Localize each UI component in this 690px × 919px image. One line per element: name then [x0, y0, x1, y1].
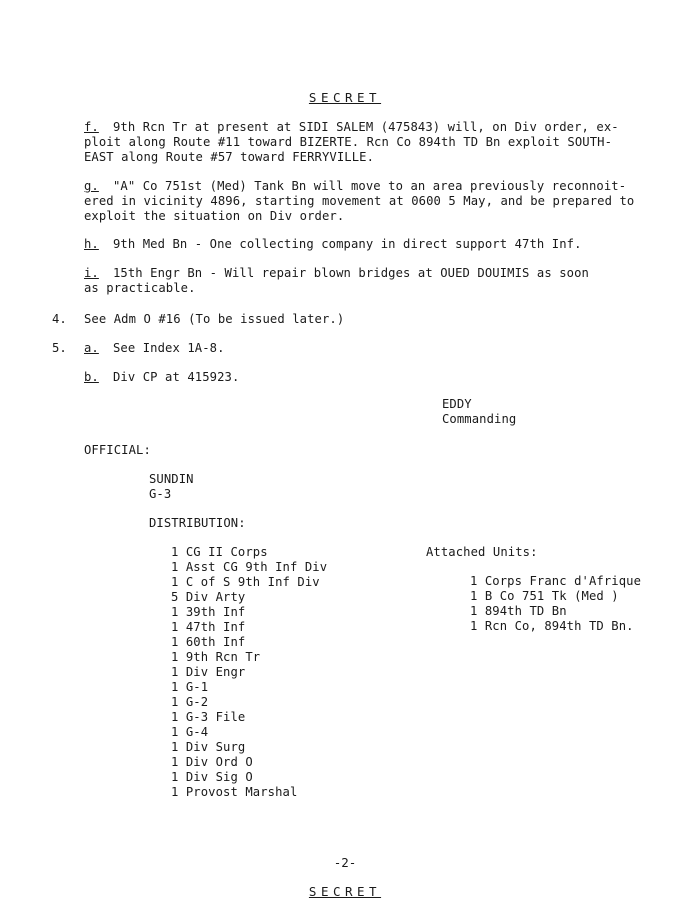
signature-name: EDDY [442, 397, 472, 411]
subitem-label: b. [84, 370, 99, 384]
list-item: 1 894th TD Bn [470, 604, 567, 618]
list-item: 1 CG II Corps [171, 545, 268, 559]
paragraph-line: 9th Med Bn - One collecting company in direct support 47th Inf. [113, 237, 582, 251]
official-label: OFFICIAL: [84, 443, 151, 457]
distribution-heading: DISTRIBUTION: [149, 516, 246, 530]
list-item: 5 Div Arty [171, 590, 246, 604]
paragraph-label: i. [84, 266, 99, 280]
attached-heading: Attached Units: [426, 545, 538, 559]
distribution-list [171, 545, 327, 800]
list-item: 1 Div Engr [171, 665, 246, 679]
list-item: 1 39th Inf [171, 605, 246, 619]
paragraph-line: as practicable. [84, 281, 196, 295]
paragraph-line: ploit along Route #11 toward BIZERTE. Rcn Co 894th TD Bn exploit SOUTH- [84, 135, 613, 149]
paragraph-line: "A" Co 751st (Med) Tank Bn will move to an area previously reconnoit- [113, 179, 627, 193]
list-item: 1 Provost Marshal [171, 785, 298, 799]
list-item: 1 Div Ord O [171, 755, 253, 769]
item-number: 5. [52, 341, 67, 355]
official-name: SUNDIN [149, 472, 194, 486]
paragraph-line: exploit the situation on Div order. [84, 209, 345, 223]
paragraph-line: ered in vicinity 4896, starting movement at 0600 5 May, and be prepared to [84, 194, 635, 208]
list-item: 1 G-4 [171, 725, 209, 739]
list-item: 1 Asst CG 9th Inf Div [171, 560, 328, 574]
page-number: -2- [333, 855, 357, 870]
list-item: 1 Rcn Co, 894th TD Bn. [470, 619, 634, 633]
signature-title: Commanding [442, 412, 517, 426]
list-item: 1 60th Inf [171, 635, 246, 649]
list-item: 1 B Co 751 Tk (Med ) [470, 589, 619, 603]
paragraph-label: h. [84, 237, 99, 251]
list-item: 1 47th Inf [171, 620, 246, 634]
paragraph-line: 15th Engr Bn - Will repair blown bridges at OUED DOUIMIS as soon [113, 266, 589, 280]
list-item: 1 9th Rcn Tr [171, 650, 261, 664]
subitem-label: a. [84, 341, 99, 355]
paragraph-label: f. [84, 120, 99, 134]
list-item: 1 G-3 File [171, 710, 246, 724]
classification-footer: SECRET [308, 884, 382, 899]
subitem-text: See Index 1A-8. [113, 341, 225, 355]
item-text: See Adm O #16 (To be issued later.) [84, 312, 345, 326]
list-item: 1 Div Surg [171, 740, 246, 754]
item-number: 4. [52, 312, 67, 326]
official-title: G-3 [149, 487, 172, 501]
paragraph-label: g. [84, 179, 99, 193]
list-item: 1 Corps Franc d'Afrique [470, 574, 642, 588]
list-item: 1 C of S 9th Inf Div [171, 575, 320, 589]
paragraph-line: 9th Rcn Tr at present at SIDI SALEM (475843) will, on Div order, ex- [113, 120, 619, 134]
paragraph-line: EAST along Route #57 toward FERRYVILLE. [84, 150, 375, 164]
list-item: 1 G-2 [171, 695, 209, 709]
subitem-text: Div CP at 415923. [113, 370, 240, 384]
attached-list [470, 574, 641, 634]
list-item: 1 Div Sig O [171, 770, 253, 784]
classification-header: SECRET [308, 90, 382, 105]
list-item: 1 G-1 [171, 680, 209, 694]
